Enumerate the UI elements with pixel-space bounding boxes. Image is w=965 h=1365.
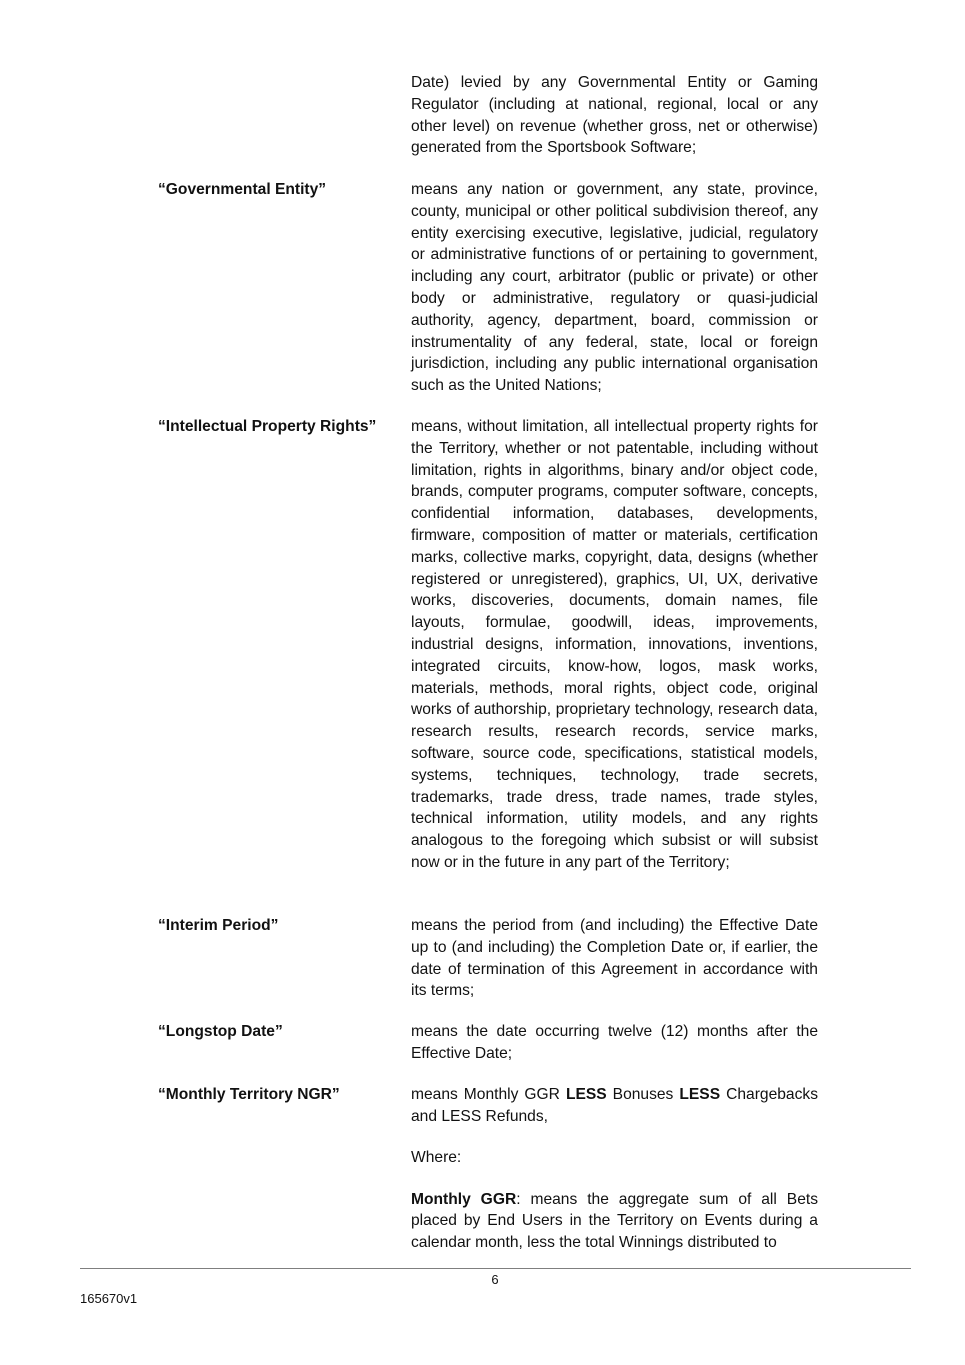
monthly-ggr-definition	[411, 1189, 818, 1254]
footer-divider	[80, 1268, 911, 1269]
term-intellectual-property-rights: “Intellectual Property Rights”	[158, 418, 377, 435]
definition-text-governmental-entity: means any nation or government, any state, province, county, municipal or other political subdivision thereof, any entity exercising executive, legislative, judicial, regulatory or administrative functions of or pertaining to government, including any court, arbitrator (public or private) or other body or administrative, regulatory or quasi-judicial authority, agency, department, board, commission or instrumentality of any federal, state, local or foreign jurisdiction, including any public international organisation such as the United Nations;	[411, 181, 818, 395]
page-number: 6	[491, 1272, 499, 1287]
ngr-less-1: LESS	[565, 1086, 607, 1103]
term-governmental-entity: “Governmental Entity”	[158, 181, 327, 198]
where-label: Where:	[411, 1149, 462, 1167]
definition-text-intellectual-property-rights: means, without limitation, all intellectual property rights for the Territory, whether or not patentable, including without limitation, rights in algorithms, binary and/or object code, brands, computer programs, computer software, concepts, confidential information, databases, developments, firmware, composition of matter or materials, certification marks, collective marks, copyright, data, designs (whether registered or unregistered), graphics, UI, UX, derivative works, discoveries, documents, domain names, file layouts, formulae, goodwill, ideas, improvements, industrial designs, information, innovations, inventions, integrated circuits, know-how, logos, mask works, materials, methods, moral rights, object code, original works of authorship, proprietary technology, research data, research results, research records, service marks, software, source code, specifications, statistical models, systems, techniques, technology, trade secrets, trademarks, trade dress, trade names, trade styles, technical information, utility models, and any rights analogous to the foregoing which subsist or will subsist now or in the future in any part of the Territory;	[411, 418, 818, 871]
term-interim-period: “Interim Period”	[158, 917, 279, 934]
definition-text-interim-period: means the period from (and including) the Effective Date up to (and including) the Completion Date or, if earlier, the date of termination of this Agreement in accordance with its terms;	[411, 917, 818, 1000]
ngr-formula	[411, 1084, 818, 1128]
monthly-ggr-label: Monthly GGR	[411, 1190, 517, 1208]
term-monthly-territory-ngr: “Monthly Territory NGR”	[158, 1086, 340, 1103]
monthly-ggr-text: : means the aggregate sum of all Bets placed by End Users in the Territory on Events during a calendar month, less the total Winnings distributed to	[411, 1190, 818, 1252]
term-longstop-date: “Longstop Date”	[158, 1023, 283, 1040]
definition-text-monthly-territory-ngr	[411, 1084, 818, 1254]
ngr-text-1: means Monthly GGR	[411, 1086, 566, 1103]
ngr-text-2: Bonuses	[606, 1086, 680, 1103]
ngr-less-2: LESS	[679, 1086, 721, 1103]
document-reference: 165670v1	[80, 1291, 138, 1306]
continuation-text: Date) levied by any Governmental Entity or Gaming Regulator (including at national, regional, local or any other level) on revenue (whether gross, net or otherwise) generated from the Sportsbook Software;	[411, 74, 818, 157]
definition-text-longstop-date: means the date occurring twelve (12) months after the Effective Date;	[411, 1023, 818, 1062]
ngr-text-3: Chargebacks and LESS Refunds,	[411, 1086, 818, 1125]
